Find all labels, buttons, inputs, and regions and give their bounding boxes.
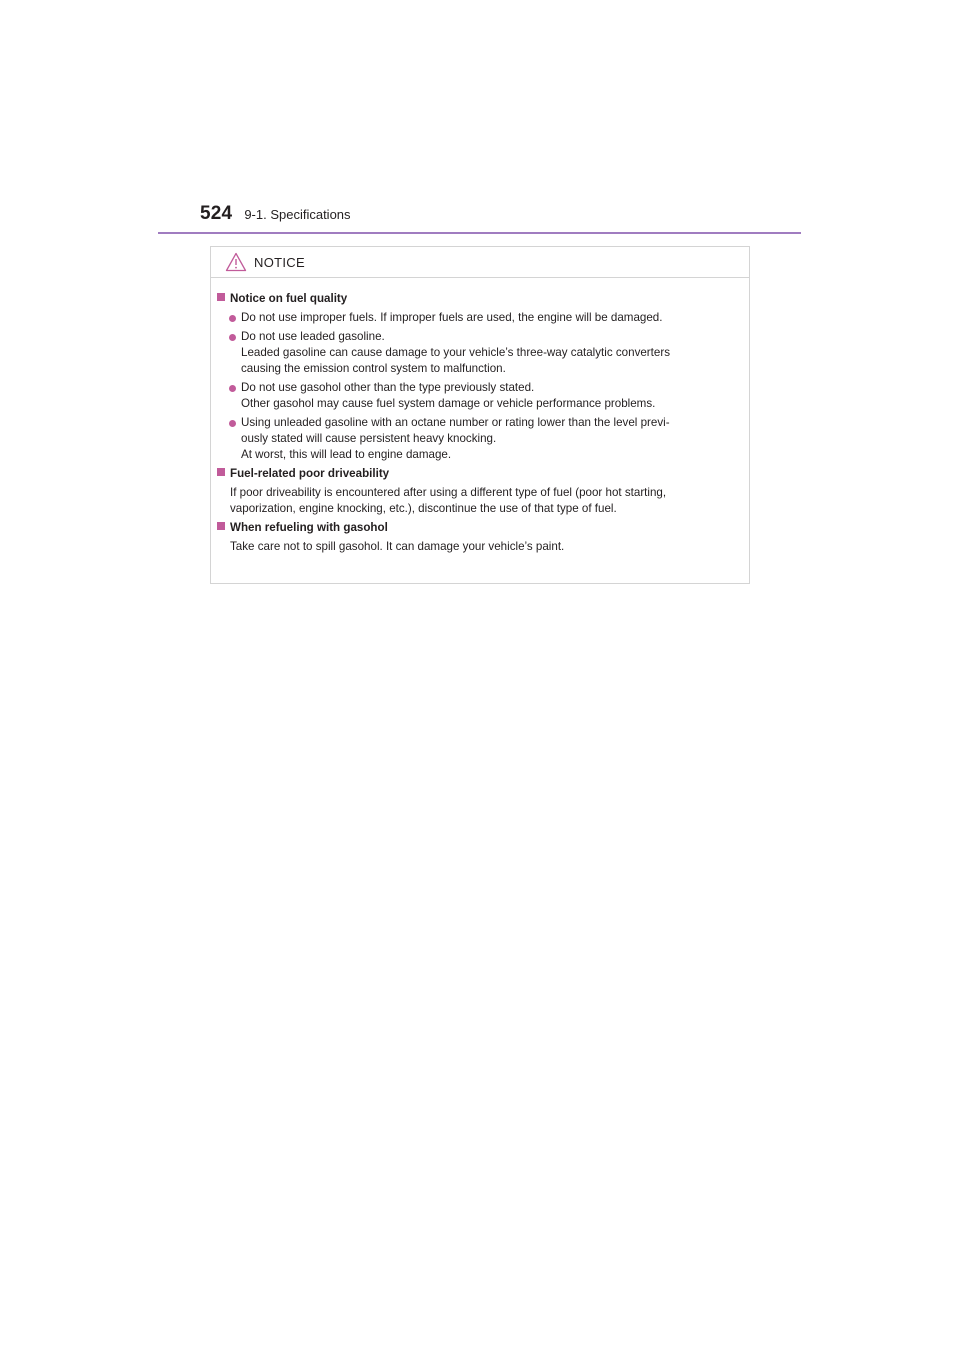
square-bullet-icon: [217, 293, 225, 301]
list-item: Do not use gasohol other than the type previously stated. Other gasohol may cause fuel system damage or vehicle performance problems.: [217, 380, 743, 412]
circle-bullet-icon: [229, 420, 236, 427]
notice-box: [210, 246, 750, 584]
circle-bullet-icon: [229, 334, 236, 341]
page-number: 524: [200, 203, 233, 224]
section-heading-gasohol: When refueling with gasohol: [217, 520, 743, 536]
notice-body: [217, 291, 743, 558]
paragraph: Take care not to spill gasohol. It can damage your vehicle’s paint.: [230, 540, 565, 553]
circle-bullet-icon: [229, 385, 236, 392]
square-bullet-icon: [217, 522, 225, 530]
header-divider: [158, 232, 801, 234]
section-title: 9-1. Specifications: [244, 207, 351, 222]
list-item: Do not use leaded gasoline. Leaded gasoline can cause damage to your vehicle’s three-way catalytic converters causing the emission control system to malfunction.: [217, 329, 743, 377]
warning-triangle-icon: [225, 252, 247, 272]
list-item: Do not use improper fuels. If improper fuels are used, the engine will be damaged.: [217, 310, 743, 326]
notice-title: NOTICE: [254, 254, 305, 270]
list-item: Using unleaded gasoline with an octane number or rating lower than the level previ- ously stated will cause persistent heavy knocking. At worst, this will lead to engine damage.: [217, 415, 743, 463]
circle-bullet-icon: [229, 315, 236, 322]
section-heading-driveability: Fuel-related poor driveability: [217, 466, 743, 482]
section-heading-fuel-quality: Notice on fuel quality: [217, 291, 743, 307]
page-header: [200, 203, 351, 225]
notice-header: [211, 247, 749, 278]
paragraph: If poor driveability is encountered after using a different type of fuel (poor hot starting, vaporization, engine knocking, etc.), discontinue the use of that type of fuel.: [230, 486, 667, 515]
square-bullet-icon: [217, 468, 225, 476]
